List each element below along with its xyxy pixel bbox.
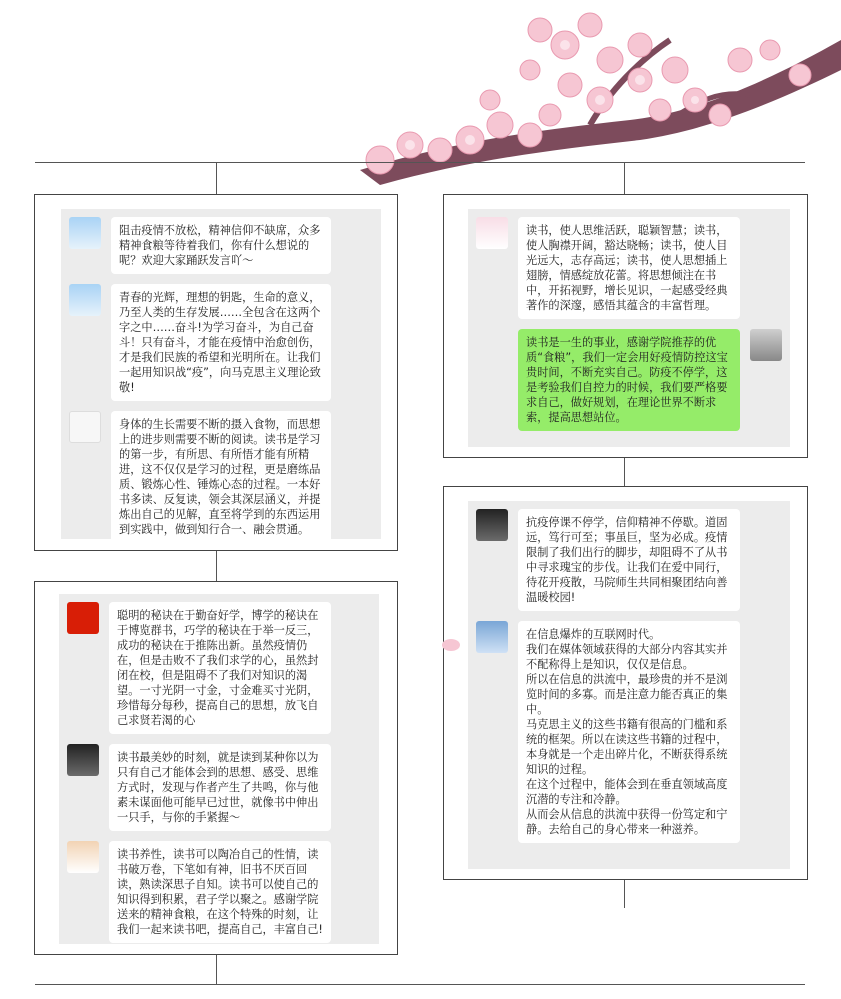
message-bubble: 身体的生长需要不断的摄入食物，而思想上的进步则需要不断的阅读。读书是学习的第一步，有所思、有所悟才能有所精进，这不仅仅是学习的过程，更是磨练品质、锻炼心性、锤炼心态的过程。一本好书多读、反复读，领会其深层涵义，并提炼出自己的见解，直至将学到的东西运用到实践中，做到知行合一、融会贯通。 <box>111 411 331 543</box>
chat-message <box>67 841 371 943</box>
chat-panel-bottom-left <box>34 581 398 955</box>
chat-screenshot <box>468 501 790 869</box>
message-bubble: 聪明的秘诀在于勤奋好学，博学的秘诀在于博览群书，巧学的秘诀在于举一反三，成功的秘诀在于推陈出新。虽然疫情仍在，但是击败不了我们求学的心，虽然封闭在校，但是阻碍不了我们对知识的渴望。一寸光阴一寸金，寸金难买寸光阴，珍惜每分每秒，提高自己的思想，放飞自己求贤若渴的心 <box>109 602 331 734</box>
message-bubble: 读书，使人思维活跃，聪颖智慧；读书，使人胸襟开阔，豁达晓畅；读书，使人目光远大，志存高远；读书，使人思想插上翅膀，情感绽放花蕾。将思想倾注在书中，开拓视野，增长见识，一起感受经典著作的深邃，感悟其蕴含的丰富哲理。 <box>518 217 740 319</box>
avatar[interactable] <box>69 217 101 249</box>
timeline-bottom-line <box>35 984 805 985</box>
message-bubble: 青春的光辉，理想的钥匙，生命的意义，乃至人类的生存发展……全包含在这两个字之中……奋斗!为学习奋斗，为自己奋斗！只有奋斗，才能在疫情中治愈创伤，才是我们民族的希望和光明所在。让我们一起用知识战“疫”，向马克思主义理论致敬! <box>111 284 331 401</box>
chat-message <box>476 621 782 843</box>
message-bubble-own: 读书是一生的事业，感谢学院推荐的优质“食粮”，我们一定会用好疫情防控这宝贵时间，不断充实自己。防疫不停学，这是考验我们自控力的时候，我们要严格要求自己，做好规划，在理论世界不断求索，提高思想站位。 <box>518 329 740 431</box>
chat-message <box>67 602 371 734</box>
avatar[interactable] <box>69 284 101 316</box>
chat-panel-top-right <box>443 194 808 458</box>
message-bubble: 抗疫停课不停学，信仰精神不停歇。道固远，笃行可至；事虽巨，坚为必成。疫情限制了我们出行的脚步，却阻碍不了从书中寻求瑰宝的步伐。让我们在爱中同行，待花开疫散，马院师生共同相聚团结向善温暖校园! <box>518 509 740 611</box>
petal-decoration <box>441 636 461 654</box>
timeline-connector <box>216 162 217 194</box>
chat-message <box>69 217 373 274</box>
chat-panel-bottom-right <box>443 486 808 880</box>
avatar[interactable] <box>67 744 99 776</box>
chat-message <box>476 217 782 319</box>
avatar[interactable] <box>69 411 101 443</box>
chat-message <box>69 284 373 401</box>
chat-message <box>69 411 373 543</box>
avatar[interactable] <box>750 329 782 361</box>
avatar[interactable] <box>476 509 508 541</box>
timeline-connector <box>624 880 625 908</box>
message-bubble: 在信息爆炸的互联网时代。 我们在媒体领域获得的大部分内容其实并不配称得上是知识，仅仅是信息。 所以在信息的洪流中，最珍贵的并不是浏览时间的多寡。而是注意力能否真正的集中。 马克思主义的这些书籍有很高的门槛和系统的框架。所以在读这些书籍的过程中，本身就是一个走出碎片化，不断获得系统知识的过程。 在这个过程中，能体会到在垂直领域高度沉潜的专注和冷静。 从而会从信息的洪流中获得一份笃定和宁静。去给自己的身心带来一种滋养。 <box>518 621 740 843</box>
avatar[interactable] <box>476 217 508 249</box>
timeline-connector <box>624 162 625 194</box>
chat-screenshot <box>468 209 790 447</box>
chat-panel-top-left <box>34 194 398 551</box>
message-bubble: 读书最美妙的时刻，就是读到某种你以为只有自己才能体会到的思想、感受、思维方式时，发现与作者产生了共鸣，你与他素未谋面他可能早已过世，就像书中伸出一只手，与你的手紧握～ <box>109 744 331 831</box>
timeline-connector <box>216 551 217 581</box>
timeline-connector <box>624 458 625 486</box>
chat-message <box>476 509 782 611</box>
avatar[interactable] <box>67 602 99 634</box>
timeline-connector <box>216 955 217 985</box>
chat-screenshot <box>59 594 379 944</box>
chat-screenshot <box>61 209 381 539</box>
message-bubble: 读书养性，读书可以陶冶自己的性情，读书破万卷，下笔如有神，旧书不厌百回读，熟读深思子自知。读书可以使自己的知识得到积累，君子学以聚之。感谢学院送来的精神食粮，在这个特殊的时刻，让我们一起来读书吧，提高自己，丰富自己! <box>109 841 331 943</box>
avatar[interactable] <box>476 621 508 653</box>
message-bubble: 阻击疫情不放松，精神信仰不缺席，众多精神食粮等待着我们，你有什么想说的呢？欢迎大家踊跃发言吖～ <box>111 217 331 274</box>
chat-message <box>67 744 371 831</box>
avatar[interactable] <box>67 841 99 873</box>
chat-message-own <box>476 329 782 431</box>
timeline-top-line <box>35 162 805 163</box>
